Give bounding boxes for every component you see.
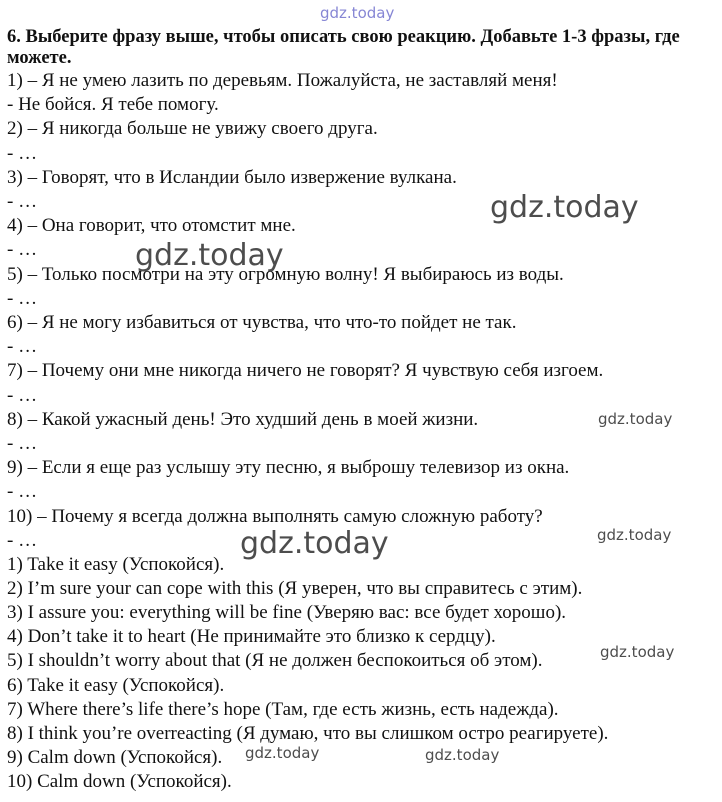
exercise-line: 8) – Какой ужасный день! Это худший день в моей жизни. — [7, 408, 479, 430]
exercise-line: 10) – Почему я всегда должна выполнять самую сложную работу? — [7, 505, 543, 527]
answer-item: 5) I shouldn’t worry about that (Я не должен беспокоиться об этом). — [7, 650, 543, 672]
answer-item: 3) I assure you: everything will be fine (Уверяю вас: все будет хорошо). — [7, 602, 567, 624]
exercise-line: - … — [7, 191, 38, 213]
watermark-small-3: gdz.today — [600, 643, 675, 661]
exercise-line: - … — [7, 529, 38, 551]
exercise-line: - Не бойся. Я тебе помогу. — [7, 94, 219, 116]
exercise-line: 5) – Только посмотри на эту огромную волну! Я выбираюсь из воды. — [7, 263, 564, 285]
watermark-small-1: gdz.today — [598, 410, 673, 428]
exercise-title: 6. Выберите фразу выше, чтобы описать свою реакцию. Добавьте 1-3 фразы, где можете. — [7, 27, 680, 68]
exercise-line: 3) – Говорят, что в Исландии было извержение вулкана. — [7, 166, 457, 188]
watermark-large-3: gdz.today — [240, 526, 389, 561]
answer-item: 2) I’m sure your can cope with this (Я уверен, что вы справитесь с этим). — [7, 578, 583, 600]
watermark-large-2: gdz.today — [135, 238, 284, 273]
exercise-line: - … — [7, 142, 38, 164]
answer-list — [7, 553, 717, 794]
exercise-line: - … — [7, 433, 38, 455]
answer-item: 4) Don’t take it to heart (Не принимайте это близко к сердцу). — [7, 626, 496, 648]
exercise-line: - … — [7, 384, 38, 406]
answer-item: 7) Where there’s life there’s hope (Там, где есть жизнь, есть надежда). — [7, 698, 559, 720]
exercise-line: - … — [7, 287, 38, 309]
exercise-line: 1) – Я не умею лазить по деревьям. Пожалуйста, не заставляй меня! — [7, 70, 558, 91]
exercise-line: - … — [7, 336, 38, 358]
answer-item: 9) Calm down (Успокойся). — [7, 746, 223, 768]
exercise-line: - … — [7, 239, 38, 261]
exercise-lines — [7, 69, 717, 553]
watermark-small-5: gdz.today — [425, 746, 500, 764]
answer-item: 8) I think you’re overreacting (Я думаю, что вы слишком остро реагируете). — [7, 722, 609, 744]
watermark-top: gdz.today — [320, 4, 395, 22]
exercise-line: 9) – Если я еще раз услышу эту песню, я выброшу телевизор из окна. — [7, 457, 570, 479]
watermark-small-2: gdz.today — [597, 526, 672, 544]
exercise-line: 7) – Почему они мне никогда ничего не говорят? Я чувствую себя изгоем. — [7, 360, 604, 382]
answer-item: 1) Take it easy (Успокойся). — [7, 554, 225, 576]
exercise-line: 2) – Я никогда больше не увижу своего друга. — [7, 118, 378, 140]
answer-item: 10) Calm down (Успокойся). — [7, 770, 232, 792]
exercise-line: 6) – Я не могу избавиться от чувства, что что-то пойдет не так. — [7, 312, 517, 334]
watermark-large-1: gdz.today — [490, 190, 639, 225]
answer-item: 6) Take it easy (Успокойся). — [7, 674, 225, 696]
watermark-small-4: gdz.today — [245, 744, 320, 762]
exercise-line: 4) – Она говорит, что отомстит мне. — [7, 215, 296, 237]
exercise-line: - … — [7, 481, 38, 503]
